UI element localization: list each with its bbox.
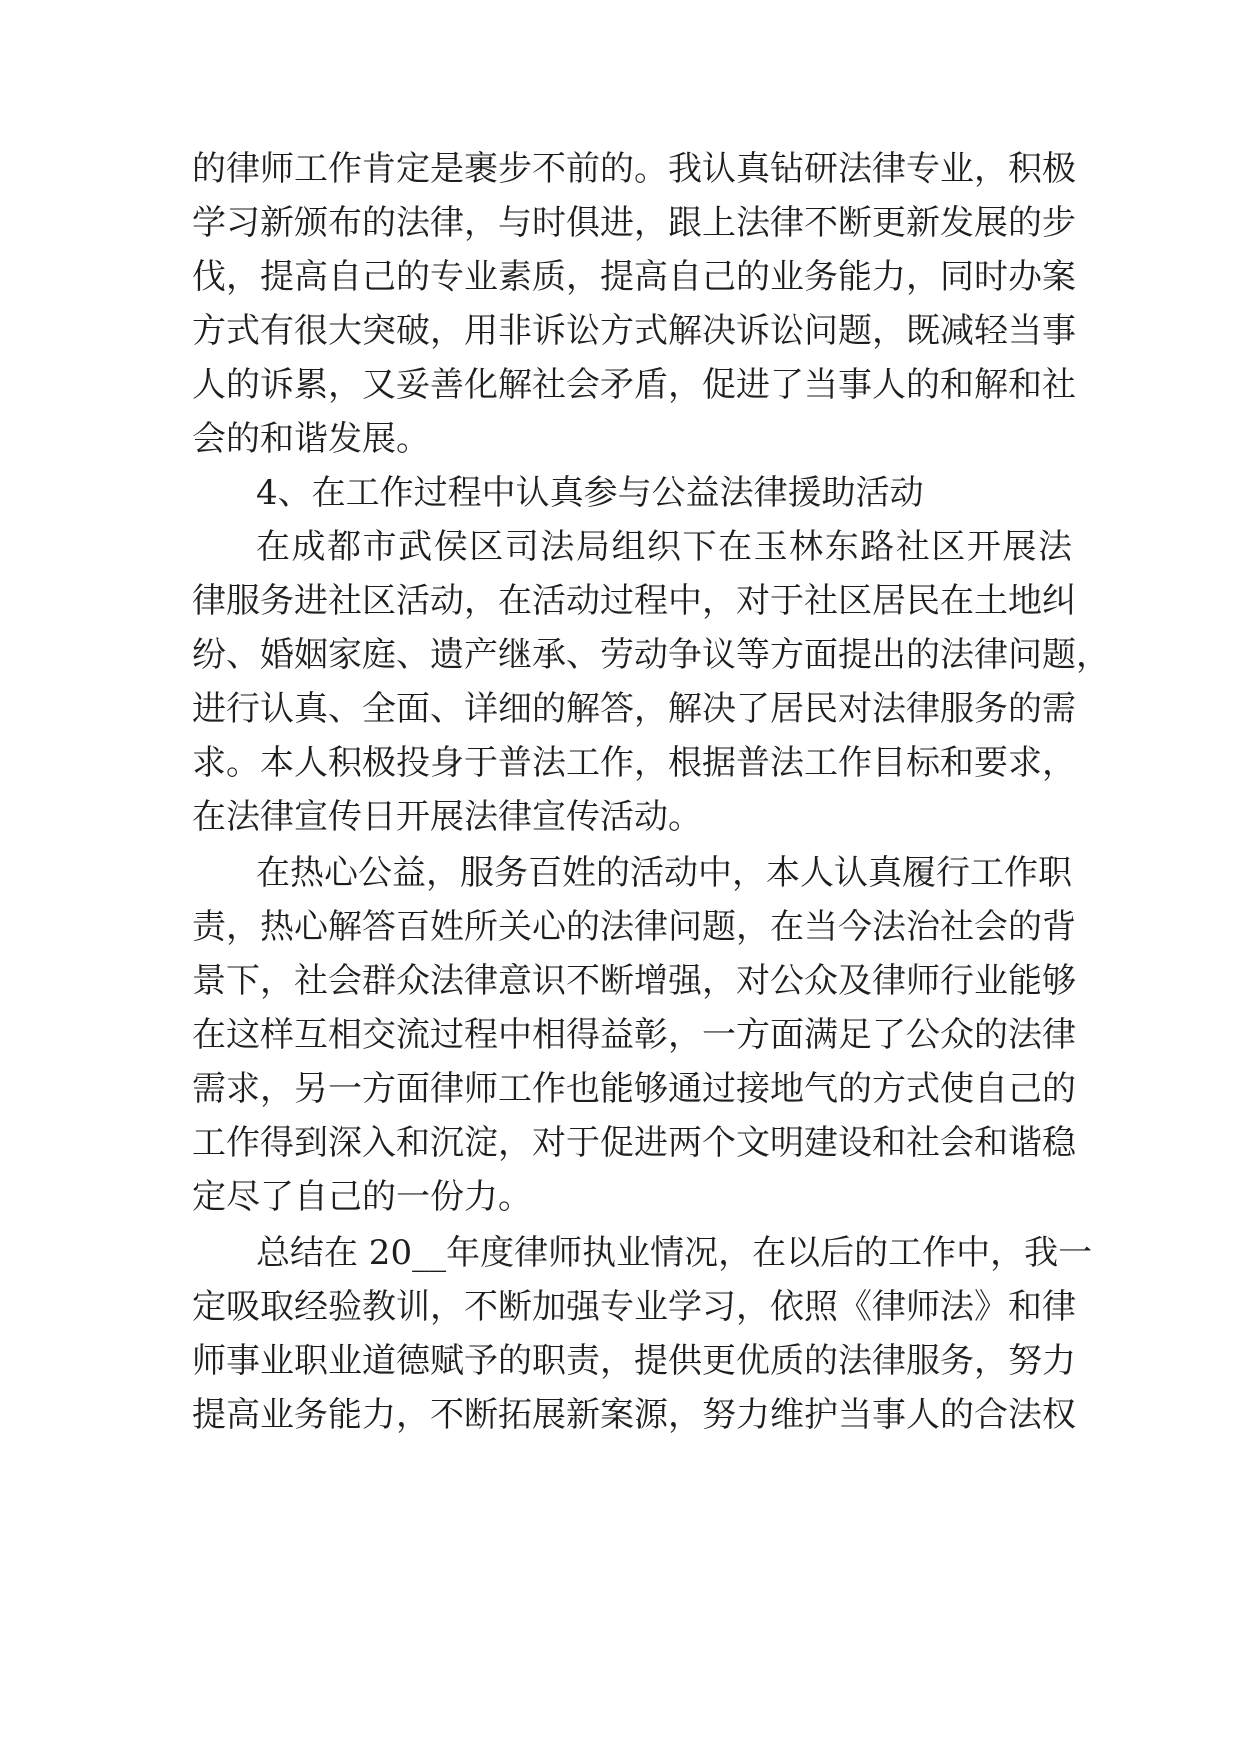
text-line: 纷、婚姻家庭、遗产继承、劳动争议等方面提出的法律问题， xyxy=(192,635,1110,675)
text-line: 进行认真、全面、详细的解答，解决了居民对法律服务的需 xyxy=(192,689,1076,729)
text-line: 景下，社会群众法律意识不断增强，对公众及律师行业能够 xyxy=(192,961,1076,1001)
text-line: 在成都市武侯区司法局组织下在玉林东路社区开展法 xyxy=(256,527,1072,567)
text-line: 的律师工作肯定是裹步不前的。我认真钻研法律专业，积极 xyxy=(192,149,1076,189)
text-line: 求。本人积极投身于普法工作，根据普法工作目标和要求， xyxy=(192,743,1076,783)
text-line: 定尽了自己的一份力。 xyxy=(192,1177,532,1217)
text-line: 在这样互相交流过程中相得益彰，一方面满足了公众的法律 xyxy=(192,1015,1076,1055)
text-line: 伐，提高自己的专业素质，提高自己的业务能力，同时办案 xyxy=(192,257,1076,297)
text-line: 总结在 20__年度律师执业情况，在以后的工作中，我一 xyxy=(256,1233,1093,1273)
text-line: 工作得到深入和沉淀，对于促进两个文明建设和社会和谐稳 xyxy=(192,1123,1076,1163)
text-line: 会的和谐发展。 xyxy=(192,419,430,459)
section-heading: 4、在工作过程中认真参与公益法律援助活动 xyxy=(256,473,924,513)
text-line: 师事业职业道德赋予的职责，提供更优质的法律服务，努力 xyxy=(192,1341,1076,1381)
text-line: 定吸取经验教训，不断加强专业学习，依照《律师法》和律 xyxy=(192,1287,1076,1327)
text-line: 人的诉累，又妥善化解社会矛盾，促进了当事人的和解和社 xyxy=(192,365,1076,405)
text-line: 学习新颁布的法律，与时俱进，跟上法律不断更新发展的步 xyxy=(192,203,1076,243)
text-line: 需求，另一方面律师工作也能够通过接地气的方式使自己的 xyxy=(192,1069,1076,1109)
text-line: 方式有很大突破，用非诉讼方式解决诉讼问题，既减轻当事 xyxy=(192,311,1076,351)
text-line: 在法律宣传日开展法律宣传活动。 xyxy=(192,797,702,837)
text-line: 律服务进社区活动，在活动过程中，对于社区居民在土地纠 xyxy=(192,581,1076,621)
text-line: 责，热心解答百姓所关心的法律问题，在当今法治社会的背 xyxy=(192,907,1076,947)
text-line: 在热心公益，服务百姓的活动中，本人认真履行工作职 xyxy=(256,853,1072,893)
text-line: 提高业务能力，不断拓展新案源，努力维护当事人的合法权 xyxy=(192,1395,1076,1435)
